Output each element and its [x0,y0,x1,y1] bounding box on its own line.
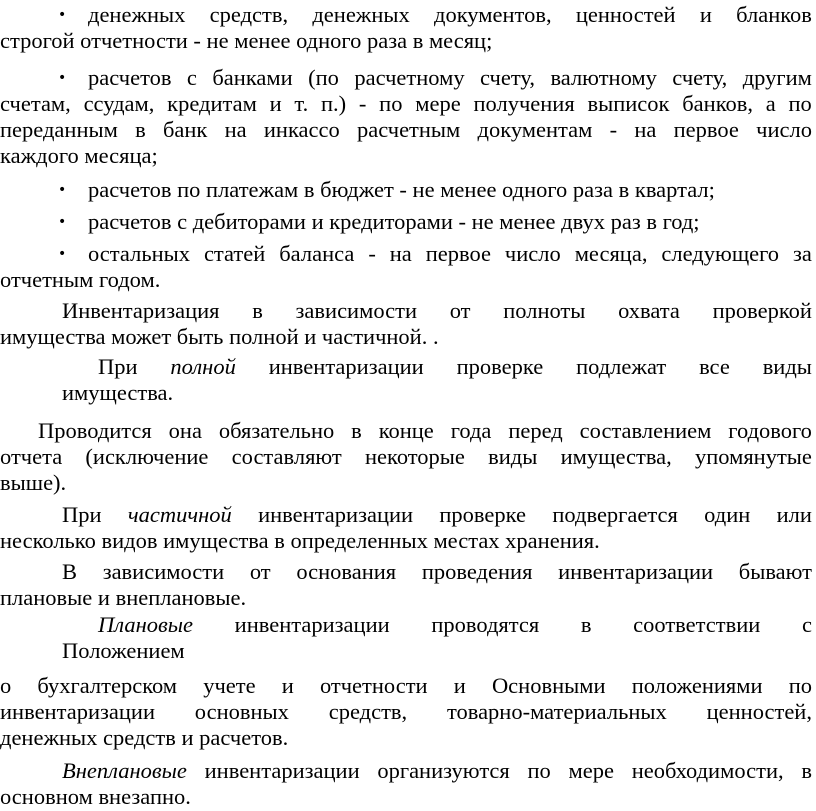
bullet-item-bank-accounts [0,65,812,169]
paragraph-line: Внеплановые инвентаризации организуются по мере необходимости, в [62,758,812,783]
paragraph-line: Плановые инвентаризации проводятся в соответствии с [98,612,812,637]
bullet-text-line: денежных средств, денежных документов, ценностей и бланков [88,2,812,27]
bullet-text-line: остальных статей баланса - на первое число месяца, следующего за [88,241,812,266]
paragraph-line: При частичной инвентаризации проверке подвергается один или [62,502,812,527]
paragraph-line: При полной инвентаризации проверке подлежат все виды [98,354,812,379]
paragraph-line: несколько видов имущества в определенных местах хранения. [0,528,600,553]
paragraph-line: Инвентаризация в зависимости от полноты охвата проверкой [62,298,812,323]
paragraph-line: выше). [0,470,67,495]
paragraph-line: переданным в банк на инкассо расчетным документам - на первое число [0,117,812,142]
bullet-text-line: расчетов с дебиторами и кредиторами - не менее двух раз в год; [88,209,700,234]
paragraph-line: денежных средств и расчетов. [0,725,289,750]
italic-term-planned: Плановые [98,612,193,637]
italic-term-partial: частичной [127,502,232,527]
italic-term-full: полной [170,354,236,379]
bullet-icon: • [58,214,67,230]
paragraph-full-inventory [0,354,812,406]
bullet-item-cash [0,2,812,54]
paragraph-line: Проводится она обязательно в конце года перед составлением годового [38,418,812,443]
paragraph-line: отчетным годом. [0,267,161,292]
paragraph-line: В зависимости от основания проведения инвентаризации бывают [62,559,812,584]
bullet-item-balance [0,241,812,293]
paragraph-planned [0,612,812,664]
bullet-icon: • [58,70,67,86]
bullet-icon: • [58,182,67,198]
italic-term-unplanned: Внеплановые [62,758,187,783]
bullet-item-budget [0,177,812,203]
paragraph-line: о бухгалтерском учете и отчетности и Основными положениями по [0,673,812,698]
paragraph-line: инвентаризации основных средств, товарно-материальных ценностей, [0,699,812,724]
paragraph-basis [0,559,812,611]
paragraph-line: имущества. [62,380,174,405]
paragraph-line: имущества может быть полной и частичной. . [0,324,439,349]
paragraph-unplanned [0,758,812,810]
paragraph-line: счетам, ссудам, кредитам и т. п.) - по мере получения выписок банков, а по [0,91,812,116]
paragraph-partial-inventory [0,502,812,554]
paragraph-line: строгой отчетности - не менее одного раза в месяц; [0,28,493,53]
paragraph-line: отчета (исключение составляют некоторые виды имущества, упомянутые [0,444,812,469]
paragraph-regulation [0,673,812,751]
paragraph-inventory-scope [0,298,812,350]
bullet-text-line: расчетов с банками (по расчетному счету, валютному счету, другим [88,65,812,90]
paragraph-year-end [0,418,812,496]
bullet-icon: • [58,7,67,23]
paragraph-line: каждого месяца; [0,143,158,168]
paragraph-line: плановые и внеплановые. [0,585,247,610]
bullet-item-debtors [0,209,812,235]
bullet-icon: • [58,246,67,262]
paragraph-line: основном внезапно. [0,784,191,809]
paragraph-line: Положением [62,638,185,663]
bullet-text-line: расчетов по платежам в бюджет - не менее одного раза в квартал; [88,177,715,202]
